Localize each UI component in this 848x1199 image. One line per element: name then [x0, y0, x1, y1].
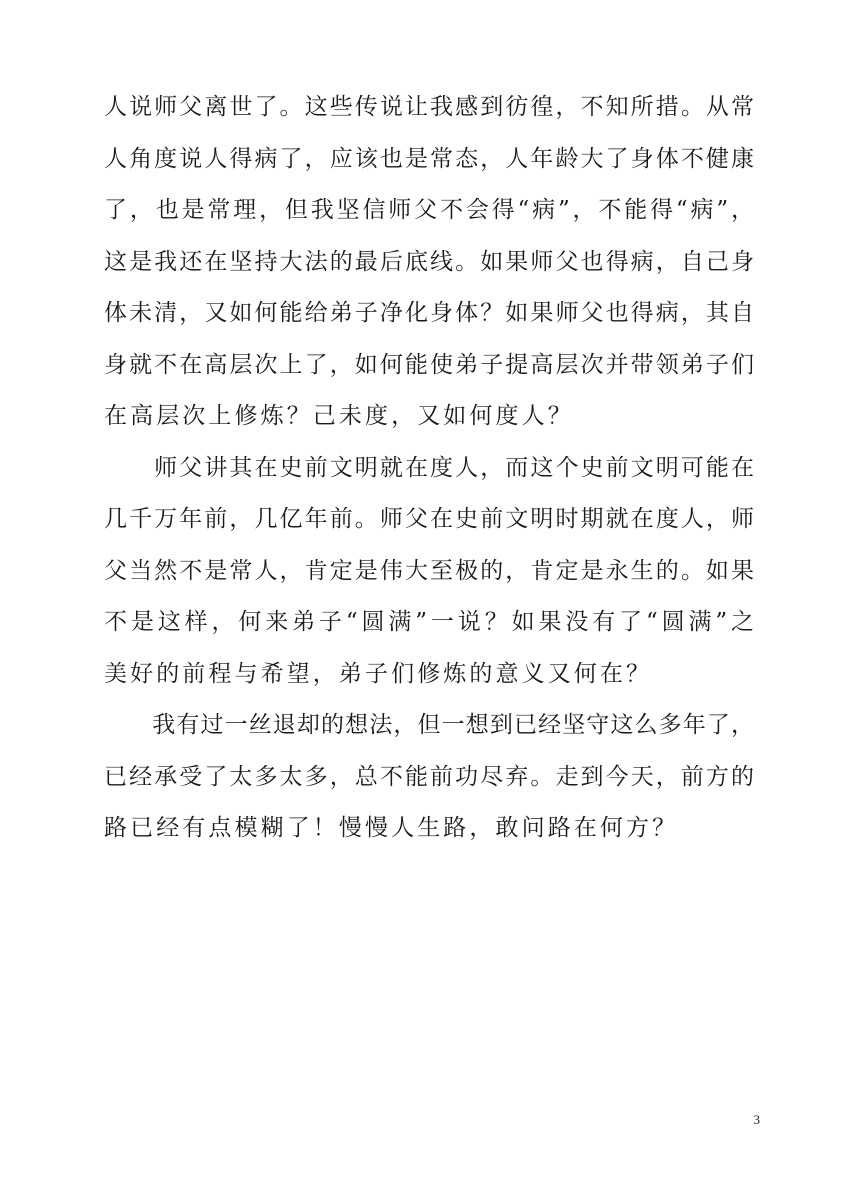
text-line: 几千万年前，几亿年前。师父在史前文明时期就在度人，师: [104, 506, 754, 532]
text-line: 已经承受了太多太多，总不能前功尽弃。走到今天，前方的: [104, 763, 754, 790]
body-text: [104, 82, 754, 855]
text-line: 体未清，又如何能给弟子净化身体？如果师父也得病，其自: [104, 300, 754, 326]
text-line: 身就不在高层次上了，如何能使弟子提高层次并带领弟子们: [104, 351, 754, 378]
text-line: 人说师父离世了。这些传说让我感到彷徨，不知所措。从常: [104, 94, 754, 120]
text-line: 美好的前程与希望，弟子们修炼的意义又何在？: [104, 660, 653, 687]
text-line: 路已经有点模糊了！慢慢人生路，敢问路在何方？: [104, 815, 679, 841]
text-line: 人角度说人得病了，应该也是常态，人年龄大了身体不健康: [104, 145, 754, 172]
text-line: 这是我还在坚持大法的最后底线。如果师父也得病，自己身: [104, 248, 754, 275]
text-line: 师父讲其在史前文明就在度人，而这个史前文明可能在: [104, 454, 754, 481]
text-line: 父当然不是常人，肯定是伟大至极的，肯定是永生的。如果: [104, 557, 754, 584]
text-line: 不是这样，何来弟子“圆满”一说？如果没有了“圆满”之: [104, 609, 754, 635]
text-line: 我有过一丝退却的想法，但一想到已经坚守这么多年了，: [104, 712, 754, 738]
page-number: 3: [753, 1112, 760, 1127]
text-line: 了，也是常理，但我坚信师父不会得“病”，不能得“病”，: [104, 197, 754, 223]
paragraph-2: [104, 443, 754, 701]
paragraph-1: [104, 82, 754, 443]
text-line: 在高层次上修炼？己未度，又如何度人？: [104, 403, 574, 429]
paragraph-3: [104, 700, 754, 855]
